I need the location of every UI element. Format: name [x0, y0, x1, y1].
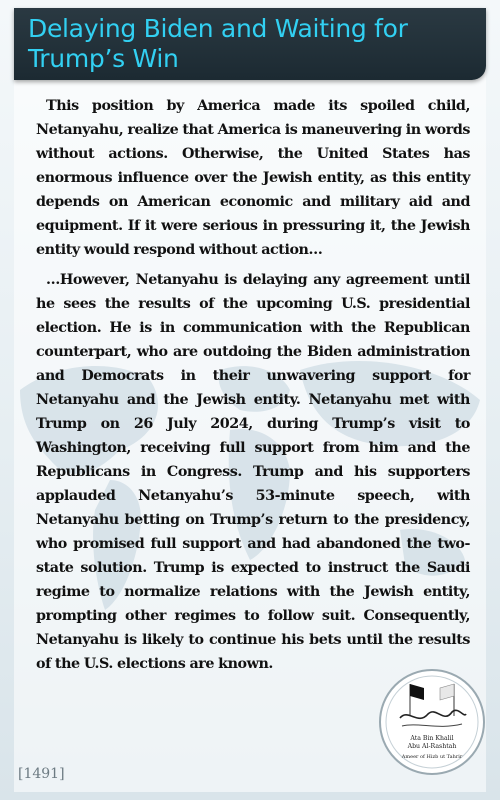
emblem-seal-icon — [378, 668, 486, 776]
page-title — [28, 14, 486, 74]
reference-number: [1491] — [18, 766, 65, 782]
seal-name-line-1: Ata Bin Khalil — [410, 735, 454, 742]
paragraph-1: This position by America made its spoiled child, Netanyahu, realize that America is maneuvering in words without actions. Otherwise, the United States has enormous influence over the Jewish entity, as this entity depends on American economic and military aid and equipment. If it were serious in pressuring it, the Jewish entity would respond without action… — [36, 98, 470, 258]
seal-name-line-2: Abu Al-Rashtah — [407, 743, 457, 750]
seal-name-line-3: Ameer of Hizb ut Tahrir — [401, 754, 463, 760]
title-line-2: Trump’s Win — [28, 44, 179, 73]
article-body — [36, 94, 470, 682]
title-banner — [14, 8, 486, 80]
title-line-1: Delaying Biden and Waiting for — [28, 14, 408, 43]
paragraph-2: …However, Netanyahu is delaying any agreement until he sees the results of the upcoming U.S. presidential election. He is in communication with the Republican counterpart, who are outdoing the Biden administration and Democrats in their unwavering support for Netanyahu and the Jewish entity. Netanyahu met with Trump on 26 July 2024, during Trump’s visit to Washington, receiving full support from him and the Republicans in Congress. Trump and his supporters applauded Netanyahu’s 53-minute speech, with Netanyahu betting on Trump’s return to the presidency, who promised full support and had abandoned the two-state solution. Trump is expected to instruct the Saudi regime to normalize relations with the Jewish entity, prompting other regimes to follow suit. Consequently, Netanyahu is likely to continue his bets until the results of the U.S. elections are known. — [36, 272, 470, 672]
